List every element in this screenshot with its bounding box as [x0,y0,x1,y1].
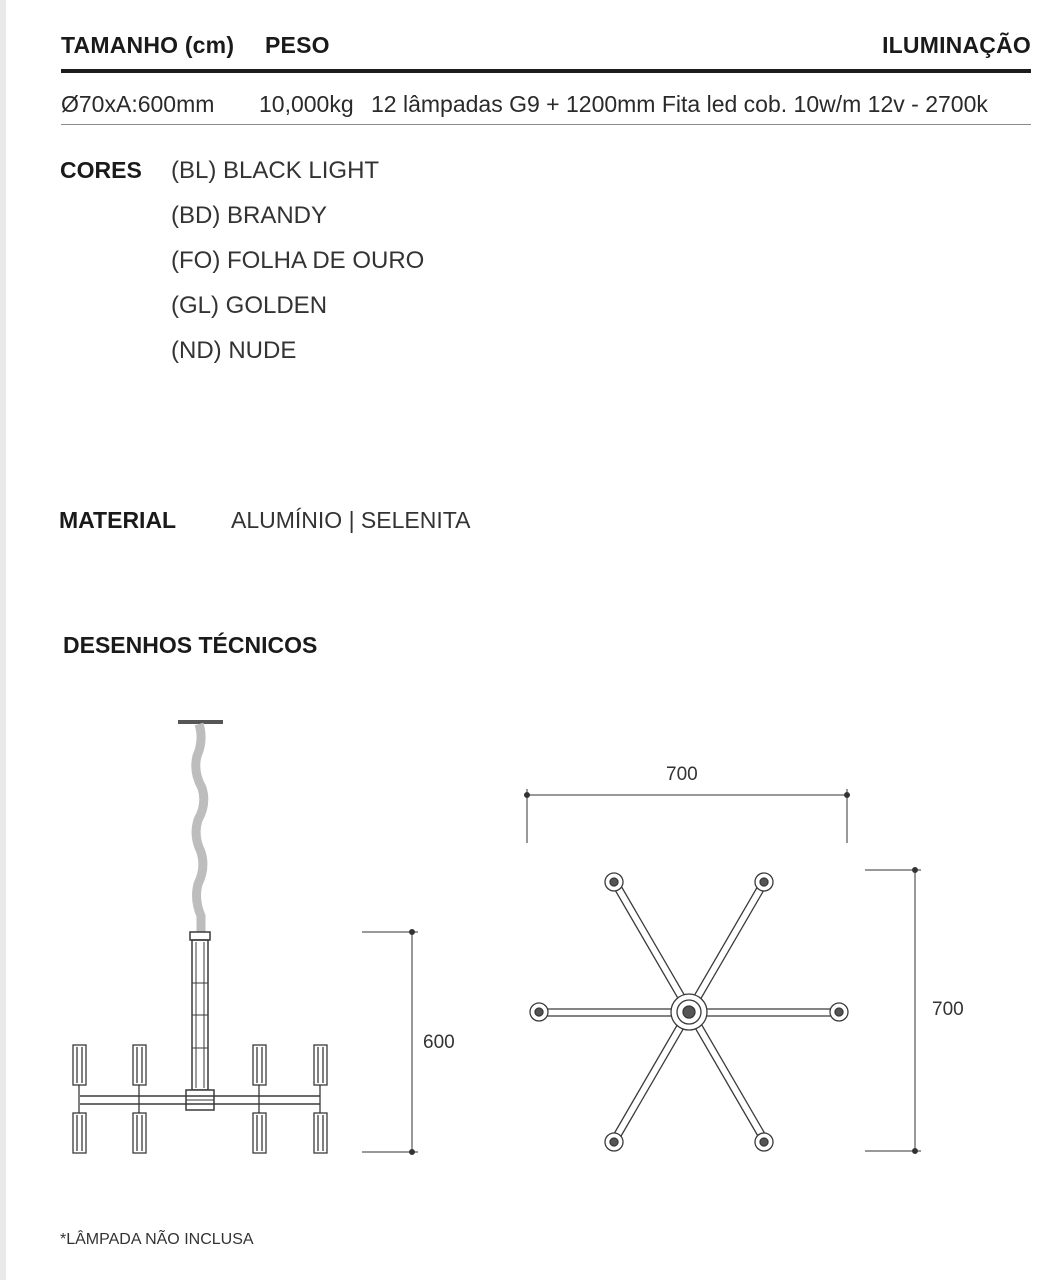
color-item: (GL) GOLDEN [171,292,328,319]
color-item: (FO) FOLHA DE OURO [171,247,425,274]
lighting-value: 12 lâmpadas G9 + 1200mm Fita led cob. 10w/m 12v - 2700k [371,91,988,117]
lamp-column [133,1045,146,1153]
height-dimension [362,930,418,1155]
colors-label: CORES [60,157,142,183]
side-view-drawing [73,720,327,1153]
width-dimension [525,789,850,843]
weight-value: 10,000kg [259,91,354,117]
color-item: (BL) BLACK LIGHT [171,157,380,184]
drawings-title: DESENHOS TÉCNICOS [63,632,318,658]
lamp-end [830,1003,848,1021]
lamp-column [314,1045,327,1153]
size-value: Ø70xA:600mm [61,91,215,117]
height-dimension-label: 600 [423,1032,455,1053]
lamp-column [253,1045,266,1153]
color-item: (ND) NUDE [171,337,297,364]
width-dimension-label: 700 [666,764,698,785]
lamp-end [530,1003,548,1021]
size-header: TAMANHO (cm) [61,32,235,58]
lamp-end [605,1133,623,1151]
weight-header: PESO [265,32,330,58]
lamp-end [605,873,623,891]
lamp-end [755,873,773,891]
footnote: *LÂMPADA NÃO INCLUSA [60,1231,254,1248]
top-view-drawing [530,873,848,1151]
depth-dimension-label: 700 [932,999,964,1020]
material-value: ALUMÍNIO | SELENITA [231,507,471,533]
lighting-header: ILUMINAÇÃO [882,32,1031,58]
lamp-column [73,1045,86,1153]
depth-dimension [865,868,921,1154]
color-item: (BD) BRANDY [171,202,328,229]
material-label: MATERIAL [59,507,177,533]
lamp-end [755,1133,773,1151]
